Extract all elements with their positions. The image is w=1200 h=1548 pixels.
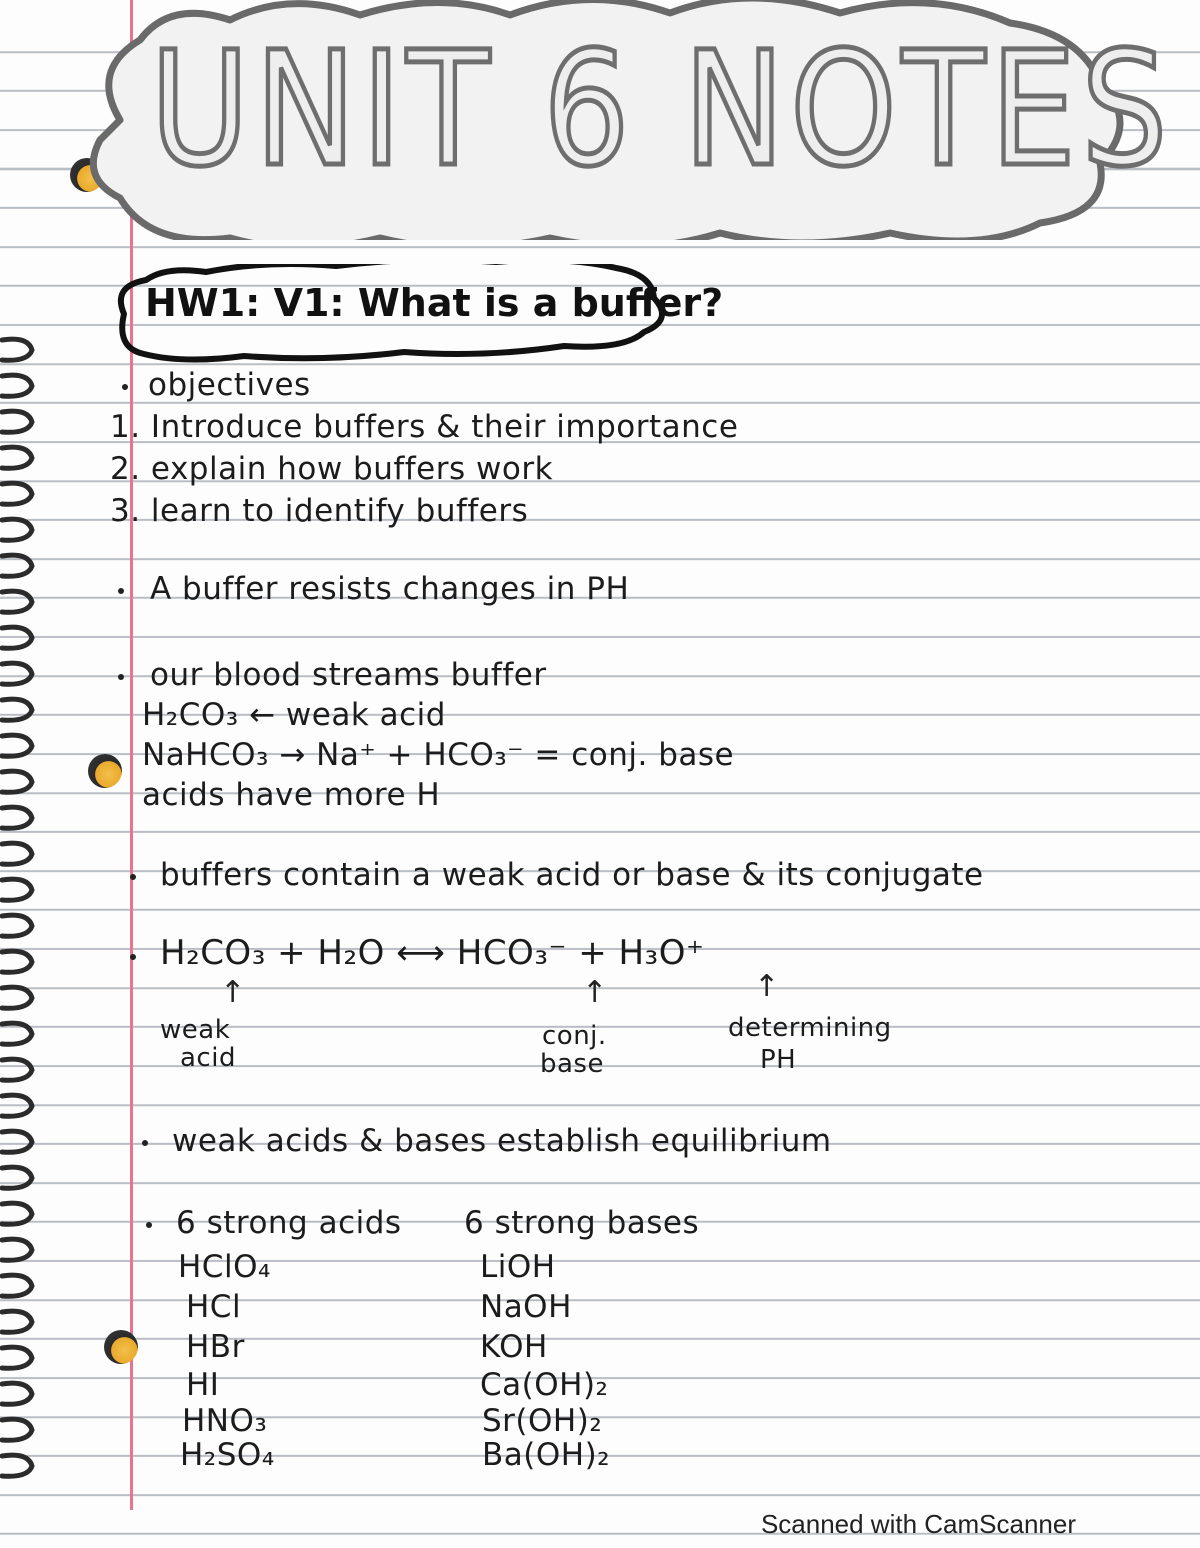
objective-item: 3. learn to identify buffers (110, 493, 529, 529)
blood-buffer-line: H₂CO₃ ← weak acid (142, 697, 446, 733)
equilibrium-statement: weak acids & bases establish equilibrium (172, 1123, 832, 1159)
blood-buffer-heading: our blood streams buffer (150, 657, 547, 693)
strong-acid-item: HNO₃ (182, 1403, 268, 1439)
strong-acid-item: HClO₄ (178, 1249, 271, 1285)
strong-acids-title: 6 strong acids (176, 1205, 402, 1241)
bullet (130, 954, 136, 960)
blood-buffer-line: acids have more H (142, 777, 441, 813)
objective-item: 2. explain how buffers work (110, 451, 554, 487)
page-title: UNIT 6 NOTES (150, 18, 1173, 202)
strong-acid-item: HCl (186, 1289, 242, 1325)
buffer-ph-statement: A buffer resists changes in PH (150, 571, 630, 607)
strong-base-item: NaOH (480, 1289, 572, 1325)
determining-ph-label: PH (760, 1045, 797, 1075)
strong-base-item: Ca(OH)₂ (480, 1367, 609, 1403)
spiral-binding (0, 0, 40, 1548)
determining-ph-label: determining (728, 1013, 892, 1043)
assignment-heading: HW1: V1: What is a buffer? (145, 281, 724, 325)
bullet (118, 674, 124, 680)
conj-base-label: conj. (542, 1021, 607, 1051)
strong-base-item: Sr(OH)₂ (482, 1403, 603, 1439)
arrow-up-icon: ↑ (220, 975, 246, 1010)
bullet (130, 874, 136, 880)
strong-base-item: KOH (480, 1329, 548, 1365)
arrow-up-icon: ↑ (582, 975, 608, 1010)
weak-acid-label: acid (180, 1043, 236, 1073)
bullet (122, 384, 128, 390)
weak-acid-label: weak (160, 1015, 231, 1045)
buffer-contain-statement: buffers contain a weak acid or base & its conjugate (160, 857, 984, 893)
arrow-up-icon: ↑ (754, 969, 780, 1004)
objective-item: 1. Introduce buffers & their importance (110, 409, 739, 445)
bullet (146, 1222, 152, 1228)
carbonic-acid-equation: H₂CO₃ + H₂O ⟷ HCO₃⁻ + H₃O⁺ (160, 933, 705, 973)
bullet (118, 588, 124, 594)
conj-base-label: base (540, 1049, 604, 1079)
punch-hole (104, 1330, 138, 1364)
strong-base-item: Ba(OH)₂ (482, 1437, 611, 1473)
strong-acid-item: HBr (186, 1329, 245, 1365)
strong-bases-title: 6 strong bases (464, 1205, 700, 1241)
strong-base-item: LiOH (480, 1249, 556, 1285)
punch-hole (88, 754, 122, 788)
strong-acid-item: HI (186, 1367, 220, 1403)
bullet (142, 1140, 148, 1146)
strong-acid-item: H₂SO₄ (180, 1437, 275, 1473)
objectives-label: objectives (148, 367, 311, 403)
scanner-watermark: Scanned with CamScanner (760, 1509, 1076, 1539)
blood-buffer-line: NaHCO₃ → Na⁺ + HCO₃⁻ = conj. base (142, 737, 735, 773)
